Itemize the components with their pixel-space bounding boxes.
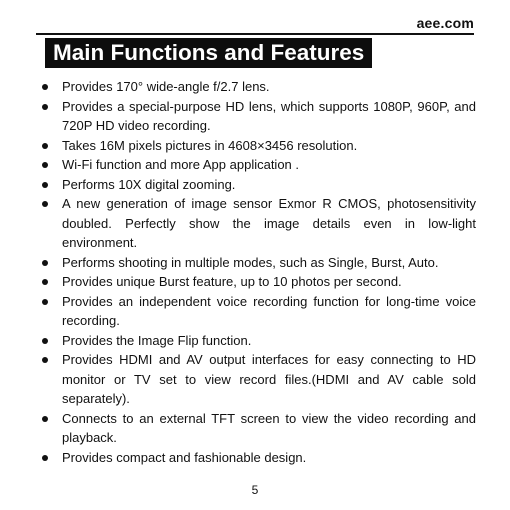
feature-text: Connects to an external TFT screen to view the video recording and playback. (62, 410, 476, 445)
feature-item (38, 77, 476, 97)
feature-text: Performs 10X digital zooming. (62, 176, 236, 192)
feature-text: Provides compact and fashionable design. (62, 449, 307, 465)
feature-text: Provides the Image Flip function. (62, 332, 252, 348)
feature-item (38, 409, 476, 448)
bullet-icon (42, 84, 48, 90)
bullet-icon (42, 104, 48, 110)
bullet-icon (42, 143, 48, 149)
bullet-icon (42, 162, 48, 168)
bullet-icon (42, 455, 48, 461)
section-title: Main Functions and Features (45, 38, 372, 68)
bullet-icon (42, 260, 48, 266)
bullet-icon (42, 182, 48, 188)
feature-item (38, 350, 476, 409)
feature-item (38, 253, 476, 273)
feature-item (38, 331, 476, 351)
feature-text: Wi-Fi function and more App application . (62, 157, 300, 172)
bullet-icon (42, 299, 48, 305)
bullet-icon (42, 201, 48, 207)
feature-text: Provides 170° wide-angle f/2.7 lens. (62, 79, 270, 94)
bullet-icon (42, 416, 48, 422)
feature-list (38, 77, 476, 467)
feature-text: A new generation of image sensor Exmor R CMOS, photosensitivity doubled. Perfectly show the image details even in low-light environment. (62, 196, 476, 250)
brand-logo: aee.com (416, 15, 474, 31)
feature-text: Provides a special-purpose HD lens, which supports 1080P, 960P, and 720P HD video recording. (62, 98, 476, 133)
feature-item (38, 155, 476, 175)
feature-item (38, 175, 476, 195)
feature-text: Performs shooting in multiple modes, such as Single, Burst, Auto. (62, 254, 439, 270)
feature-item (38, 448, 476, 468)
feature-item (38, 292, 476, 331)
header-rule (36, 33, 474, 35)
feature-text: Provides an independent voice recording function for long-time voice recording. (62, 293, 476, 328)
feature-item (38, 272, 476, 292)
bullet-icon (42, 279, 48, 285)
bullet-icon (42, 338, 48, 344)
feature-text: Takes 16M pixels pictures in 4608×3456 resolution. (62, 137, 358, 153)
feature-text: Provides unique Burst feature, up to 10 photos per second. (62, 274, 402, 289)
bullet-icon (42, 357, 48, 363)
feature-item (38, 136, 476, 156)
feature-item (38, 194, 476, 253)
page-number: 5 (251, 483, 259, 497)
feature-item (38, 97, 476, 136)
feature-text: Provides HDMI and AV output interfaces for easy connecting to HD monitor or TV set to view record files.(HDMI and AV cable sold separately). (62, 352, 476, 406)
